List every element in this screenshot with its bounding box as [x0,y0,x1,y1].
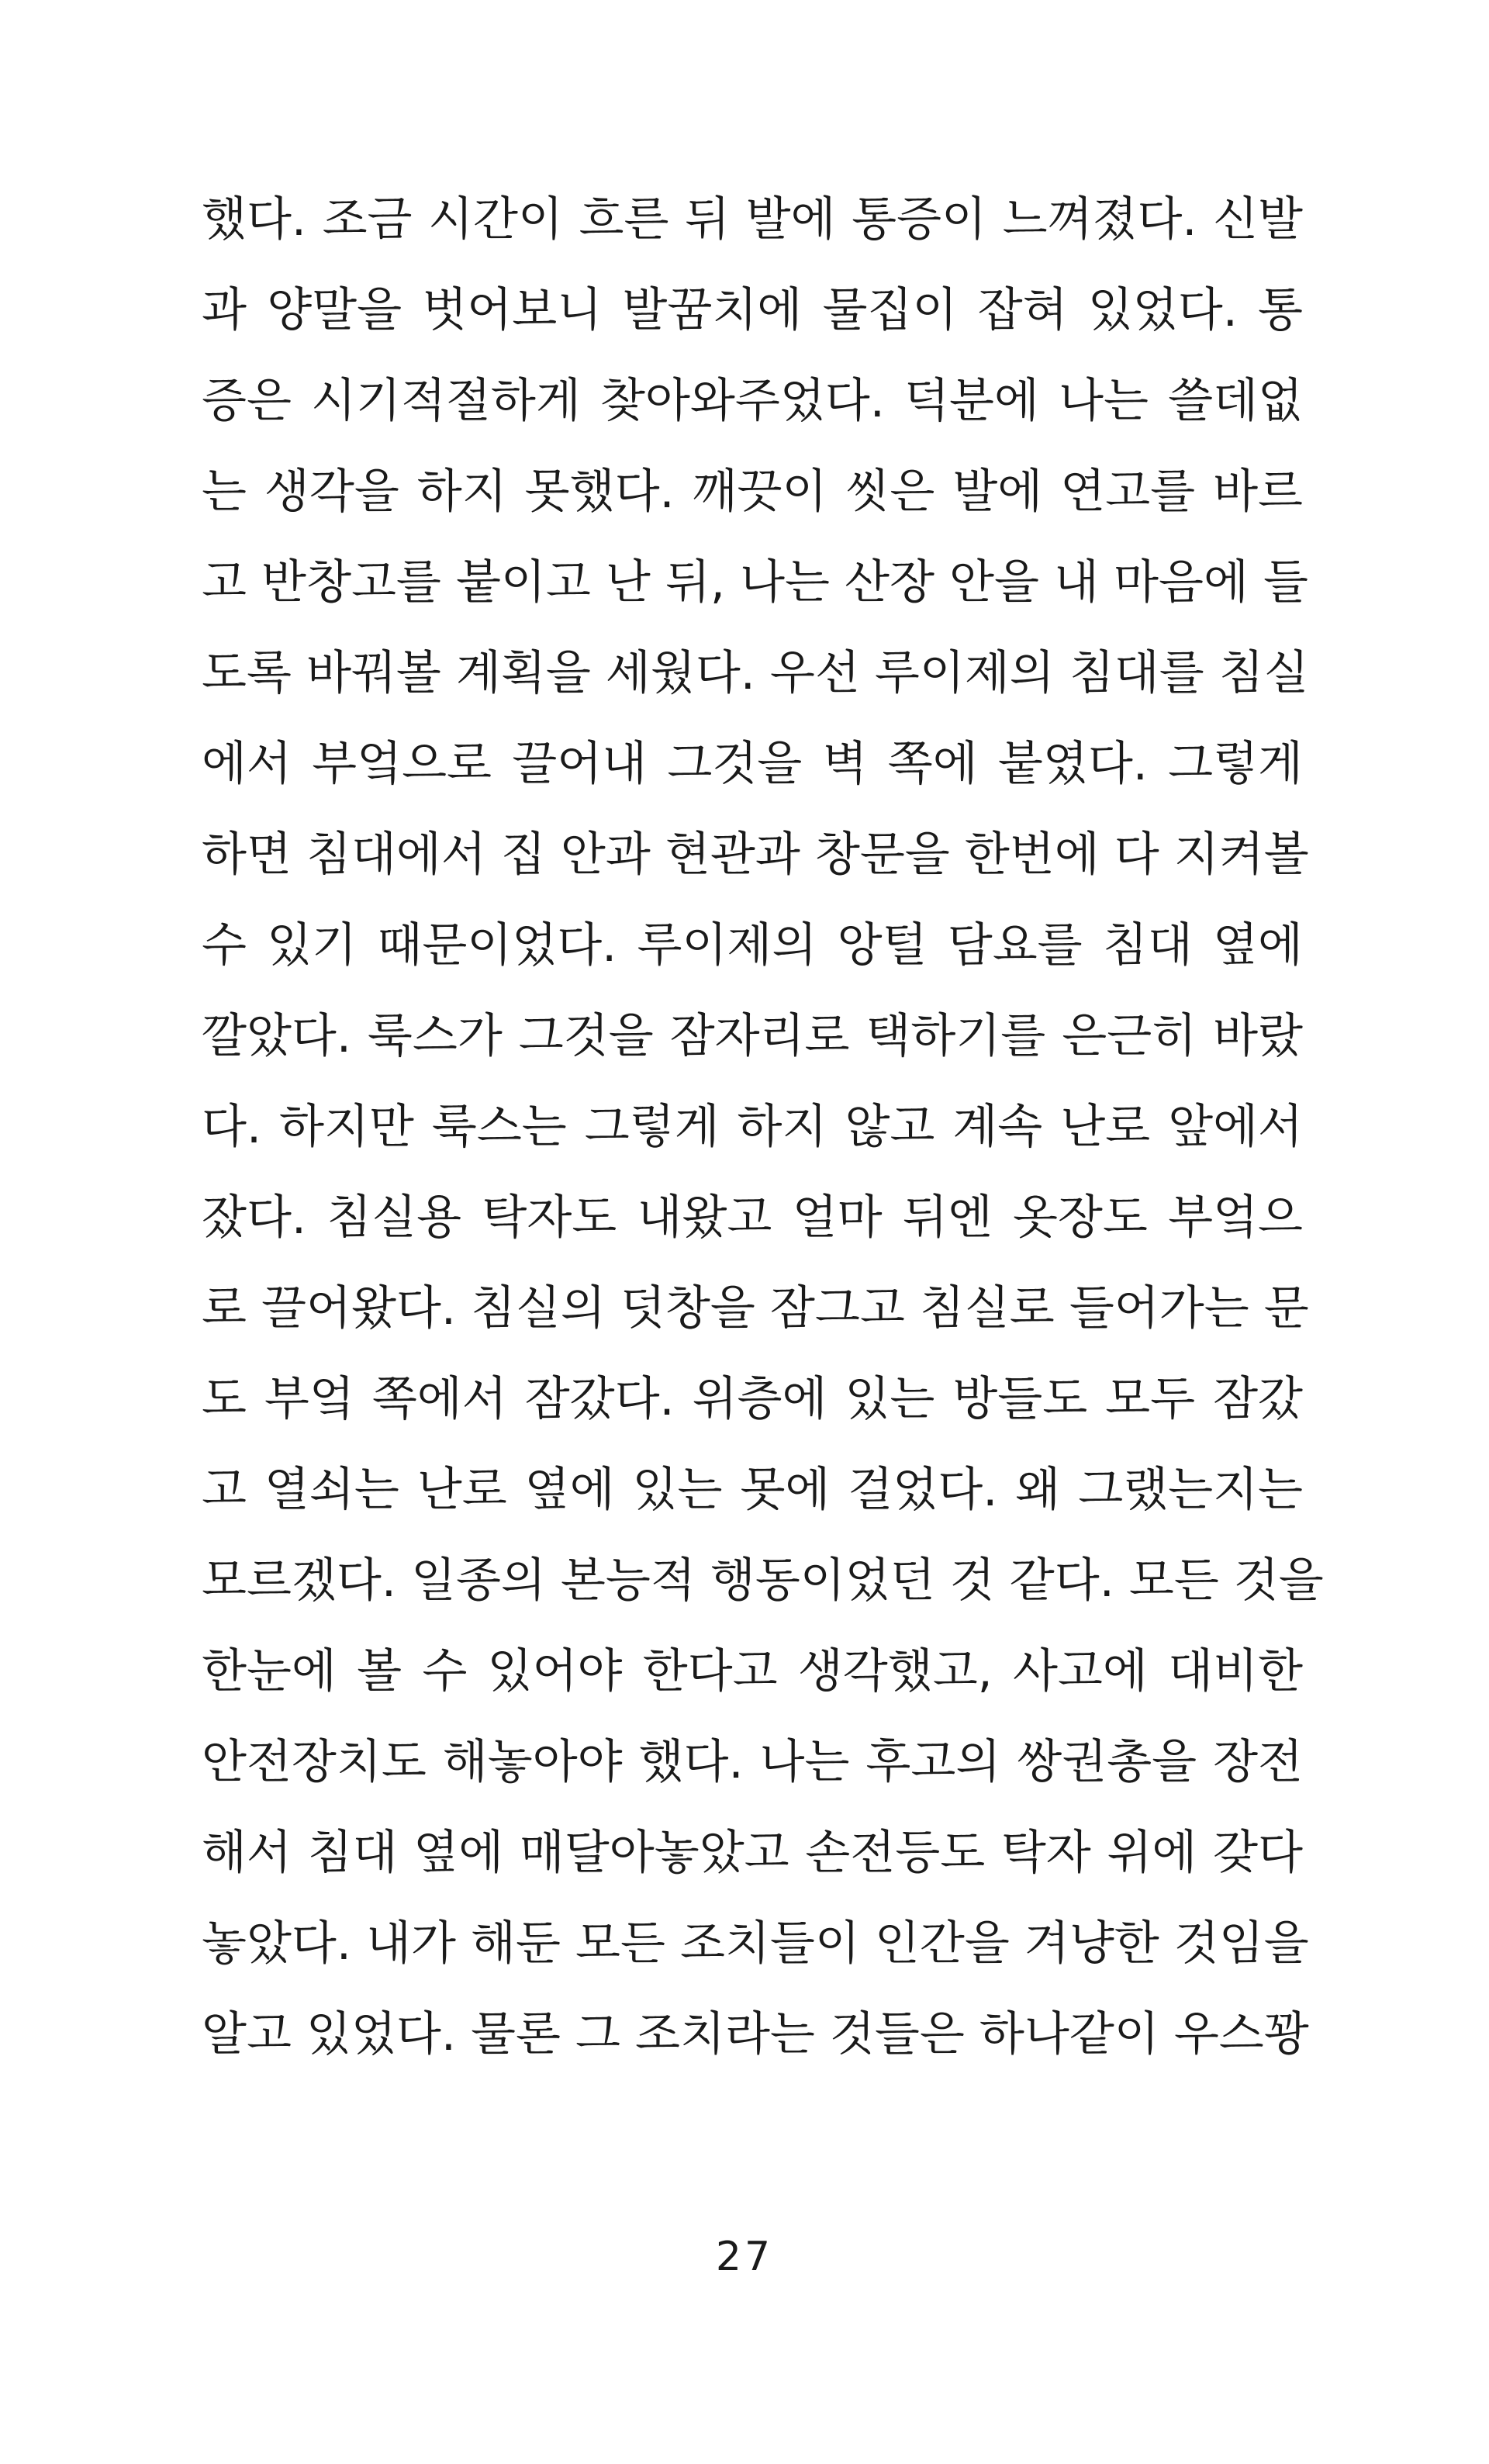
page-number: 27 [715,2234,774,2280]
text-line: 놓았다. 내가 해둔 모든 조치들이 인간을 겨냥한 것임을 [202,1916,1309,1971]
body-text [202,175,1324,2080]
text-line: 증은 시기적절하게 찾아와주었다. 덕분에 나는 쓸데없 [202,374,1303,428]
text-line: 에서 부엌으로 끌어내 그것을 벽 쪽에 붙였다. 그렇게 [202,737,1303,791]
text-line: 해서 침대 옆에 매달아놓았고 손전등도 탁자 위에 갖다 [202,1826,1303,1880]
text-line: 로 끌어왔다. 침실의 덧창을 잠그고 침실로 들어가는 문 [202,1281,1309,1336]
text-line: 알고 있었다. 물론 그 조치라는 것들은 하나같이 우스꽝 [202,2007,1309,2061]
text-line: 했다. 조금 시간이 흐른 뒤 발에 통증이 느껴졌다. 신발 [202,192,1303,247]
text-line: 는 생각을 하지 못했다. 깨끗이 씻은 발에 연고를 바르 [202,465,1303,519]
text-line: 한눈에 볼 수 있어야 한다고 생각했고, 사고에 대비한 [202,1644,1303,1699]
text-line: 과 양말을 벗어보니 발꿈치에 물집이 잡혀 있었다. 통 [202,283,1303,337]
text-line: 고 반창고를 붙이고 난 뒤, 나는 산장 안을 내 마음에 들 [202,555,1308,610]
text-line: 깔았다. 룩스가 그것을 잠자리로 택하기를 은근히 바랐 [202,1009,1303,1063]
text-line: 잤다. 침실용 탁자도 내왔고 얼마 뒤엔 옷장도 부엌으 [202,1191,1303,1245]
text-line: 고 열쇠는 난로 옆에 있는 못에 걸었다. 왜 그랬는지는 [202,1463,1303,1517]
text-line: 도록 바꿔볼 계획을 세웠다. 우선 루이제의 침대를 침실 [202,646,1309,700]
text-line: 모르겠다. 일종의 본능적 행동이었던 것 같다. 모든 것을 [202,1553,1324,1608]
text-line: 도 부엌 쪽에서 잠갔다. 위층에 있는 방들도 모두 잠갔 [202,1372,1303,1426]
text-line: 안전장치도 해놓아야 했다. 나는 후고의 쌍권총을 장전 [202,1735,1303,1789]
text-line: 수 있기 때문이었다. 루이제의 앙털 담요를 침대 옆에 [202,918,1303,973]
text-line: 다. 하지만 룩스는 그렇게 하지 않고 계속 난로 앞에서 [202,1100,1303,1154]
text-line: 하면 침대에서 집 안과 현관과 창문을 한번에 다 지켜볼 [202,828,1309,882]
